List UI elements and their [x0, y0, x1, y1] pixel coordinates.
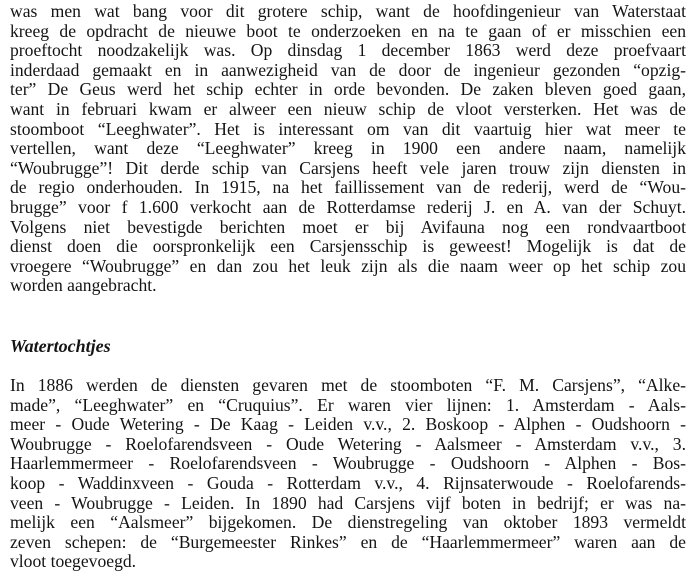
- text-line: vertellen, want deze “Leeghwater” kreeg in 1900 een andere naam, namelijk: [10, 138, 686, 159]
- text-line: “Woubrugge”! Dit derde schip van Carsjens heeft vele jaren trouw zijn diensten in: [10, 157, 686, 178]
- text-line: Haarlemmermeer - Roelofarendsveen - Woubrugge - Oudshoorn - Alphen - Bos-: [10, 453, 686, 474]
- text-line: proeftocht noodzakelijk was. Op dinsdag 1 december 1863 werd deze proefvaart: [10, 40, 686, 61]
- text-line: stoomboot “Leeghwater”. Het is interessant om van dit vaartuig hier wat meer te: [10, 118, 686, 139]
- text-line: vloot toegevoegd.: [10, 551, 137, 572]
- text-line: melijk een “Aalsmeer” bijgekomen. De dienstregeling van oktober 1893 vermeldt: [10, 512, 686, 533]
- text-line: In 1886 werden de diensten gevaren met de stoomboten “F. M. Carsjens”, “Alke-: [10, 375, 686, 395]
- text-line: want in februari kwam er alweer een nieuw schip de vloot versterken. Het was de: [10, 98, 686, 119]
- text-line: vroegere “Woubrugge” en dan zou het leuk zijn als die naam weer op het schip zou: [10, 255, 686, 276]
- text-line: dienst doen die oorspronkelijk een Carsjensschip is geweest! Mogelijk is dat de: [10, 236, 686, 257]
- text-line: kreeg de opdracht de nieuwe boot te onderzoeken en na te gaan of er misschien een: [10, 20, 686, 41]
- text-line: meer - Oude Wetering - De Kaag - Leiden v.v., 2. Boskoop - Alphen - Oudshoorn -: [10, 414, 686, 435]
- text-line: Woubrugge - Roelofarendsveen - Oude Wetering - Aalsmeer - Amsterdam v.v., 3.: [10, 433, 686, 454]
- text-line: veen - Woubrugge - Leiden. In 1890 had Carsjens vijf boten in bedrijf; er was na-: [10, 492, 686, 513]
- text-line: ter” De Geus werd het schip echter in orde bevonden. De zaken bleven goed gaan,: [10, 79, 686, 100]
- text-line: inderdaad gemaakt en in aanwezigheid van de door de ingenieur gezonden “opzig-: [10, 59, 686, 80]
- text-line: made”, “Leeghwater” en “Cruquius”. Er waren vier lijnen: 1. Amsterdam - Aals-: [10, 394, 686, 415]
- text-line: de regio onderhouden. In 1915, na het faillissement van de rederij, werd de “Wou-: [10, 177, 686, 198]
- text-line: koop - Waddinxveen - Gouda - Rotterdam v.v., 4. Rijnsaterwoude - Roelofarends-: [10, 472, 686, 493]
- text-line: worden aangebracht.: [10, 275, 157, 296]
- text-line: zeven schepen: de “Burgemeester Rinkes” en de “Haarlemmermeer” waren aan de: [10, 531, 686, 552]
- text-line: brugge” voor f 1.600 verkocht aan de Rotterdamse rederij J. en A. van der Schuyt.: [10, 196, 686, 217]
- paragraph-watertochtjes: [10, 376, 686, 572]
- paragraph-history: [10, 2, 686, 296]
- text-line: Volgens niet bevestigde berichten moet er bij Avifauna nog een rondvaartboot: [10, 216, 686, 237]
- text-line: was men wat bang voor dit grotere schip, want de hoofdingenieur van Waterstaat: [10, 1, 686, 21]
- section-heading: Watertochtjes: [10, 336, 111, 356]
